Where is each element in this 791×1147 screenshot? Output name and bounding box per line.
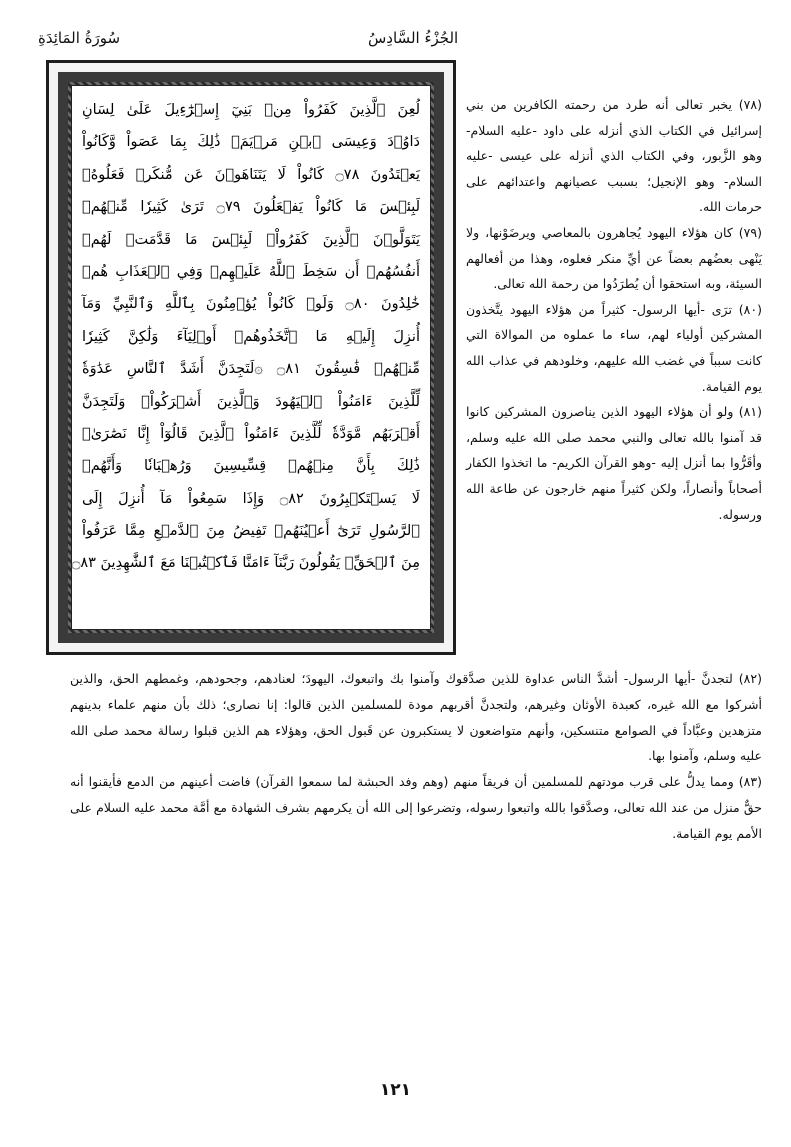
juz-name-header: الجُزْءُ السَّادِسُ (368, 29, 459, 47)
commentary-side-column (466, 92, 762, 527)
quran-line: لَبِئۡسَ مَا كَانُواْ يَفۡعَلُونَ ۝٧٩ تَرَىٰ كَثِيرٗا مِّنۡهُمۡ (82, 199, 420, 216)
quran-line: يَتَوَلَّوۡنَ ٱلَّذِينَ كَفَرُواْۚ لَبِئۡسَ مَا قَدَّمَتۡ لَهُمۡ (82, 231, 420, 248)
quran-line: لُعِنَ ٱلَّذِينَ كَفَرُواْ مِنۢ بَنِيٓ إِسۡرَٰٓءِيلَ عَلَىٰ لِسَانِ (82, 102, 420, 118)
quran-line: أُنزِلَ إِلَيۡهِ مَا ٱتَّخَذُوهُمۡ أَوۡلِيَآءَ وَلَٰكِنَّ كَثِيرٗا (82, 328, 420, 345)
commentary-verse-81: (٨١) ولو أن هؤلاء اليهود الذين يناصرون المشركين كانوا قد آمنوا بالله تعالى والنبي محمد صلى الله عليه وسلم، وأقَرُّوا بما أنزل إليه -وهو القرآن الكريم- ما اتخذوا الكفار أصحاباً وأنصاراً، ولكن كثيراً منهم خارجون عن طاعة الله ورسوله. (466, 404, 762, 522)
quran-line: ذَٰلِكَ بِأَنَّ مِنۡهُمۡ قِسِّيسِينَ وَرُهۡبَانٗا وَأَنَّهُمۡ (82, 458, 420, 475)
quran-line: لَا يَسۡتَكۡبِرُونَ ۝٨٢ وَإِذَا سَمِعُواْ مَآ أُنزِلَ إِلَى (82, 490, 420, 507)
quran-line: خَٰلِدُونَ ۝٨٠ وَلَوۡ كَانُواْ يُؤۡمِنُونَ بِٱللَّهِ وَٱلنَّبِيِّ وَمَآ (82, 296, 420, 313)
commentary-full-width (70, 666, 762, 847)
commentary-verse-82: (٨٢) لتجدنَّ -أيها الرسول- أشدَّ الناس عداوة للذين صدَّقوك وآمنوا بك واتبعوك، اليهودَ؛ لعنادهم، وجحودهم، وغمطهم الحق، والذين أشركوا مع الله غيره، كعبدة الأوثان وغيرهم، ولتجدنَّ أقربهم مودة للمسلمين الذين قالوا: إنا نصارى؛ ذلك بأن منهم علماء بدينهم متزهدين وعبَّاداً في الصوامع متنسكين، وأنهم متواضعون لا يستكبرون عن قَبول الحق، وهؤلاء هم الذين قبلوا رسالة محمد صلى الله عليه وسلم، وآمنوا بها. (70, 671, 762, 764)
quran-line: مِنَ ٱلۡحَقِّۖ يَقُولُونَ رَبَّنَآ ءَامَنَّا فَٱكۡتُبۡنَا مَعَ ٱلشَّٰهِدِينَ ۝٨٣ (71, 555, 420, 572)
quran-line: دَاوُۥدَ وَعِيسَى ٱبۡنِ مَرۡيَمَۚ ذَٰلِكَ بِمَا عَصَواْ وَّكَانُواْ (82, 134, 420, 151)
commentary-verse-83: (٨٣) ومما يدلُّ على قرب مودتهم للمسلمين أن فريقاً منهم (وهم وفد الحبشة لما سمعوا القرآن) فاضت أعينهم من الدمع فأيقنوا أنه حقٌّ منزل من عند الله تعالى، وصدَّقوا بالله واتبعوا رسوله، وتضرعوا إلى الله أن يكرمهم بشرف الشهادة مع أمَّة محمد عليه السلام على الأمم يوم القيامة. (70, 774, 762, 841)
quran-line: ٱلرَّسُولِ تَرَىٰٓ أَعۡيُنَهُمۡ تَفِيضُ مِنَ ٱلدَّمۡعِ مِمَّا عَرَفُواْ (82, 523, 420, 540)
quran-line: أَنفُسُهُمۡ أَن سَخِطَ ٱللَّهُ عَلَيۡهِمۡ وَفِي ٱلۡعَذَابِ هُمۡ (82, 263, 420, 280)
surah-name-header: سُورَةُ المَائِدَةِ (38, 29, 121, 47)
quran-line: أَقۡرَبَهُم مَّوَدَّةٗ لِّلَّذِينَ ءَامَنُواْ ٱلَّذِينَ قَالُوٓاْ إِنَّا نَصَٰرَىٰۚ (82, 425, 420, 442)
quran-text-area (71, 85, 431, 630)
quran-line: مِّنۡهُمۡ فَٰسِقُونَ ۝٨١ ۞لَتَجِدَنَّ أَشَدَّ ٱلنَّاسِ عَدَٰوَةٗ (82, 361, 420, 378)
quran-text-frame (46, 60, 456, 655)
commentary-verse-80: (٨٠) ترَى -أيها الرسول- كثيراً من هؤلاء اليهود يتَّخذون المشركين أولياء لهم، ساء ما عملوه من الموالاة التي كانت سبباً في غضب الله عليهم، وخلودهم في عذاب الله يوم القيامة. (466, 301, 762, 394)
quran-line: يَعۡتَدُونَ ۝٧٨ كَانُواْ لَا يَتَنَاهَوۡنَ عَن مُّنكَرٖ فَعَلُوهُۚ (82, 166, 420, 183)
quran-line: لِّلَّذِينَ ءَامَنُواْ ٱلۡيَهُودَ وَٱلَّذِينَ أَشۡرَكُواْۖ وَلَتَجِدَنَّ (82, 393, 420, 410)
commentary-verse-79: (٧٩) كان هؤلاء اليهود يُجاهرون بالمعاصي ويرضَوْنها، ولا يَنْهى بعضُهم بعضاً عن أيِّ منكر فعلوه، وهذا من أفعالهم السيئة، وبه استحقوا أن يُطرَدُوا من رحمة الله تعالى. (466, 224, 762, 292)
page-number: ١٢١ (379, 1080, 412, 1100)
commentary-verse-78: (٧٨) يخبر تعالى أنه طرد من رحمته الكافرين من بني إسرائيل في الكتاب الذي أنزله على داود -عليه السلام- وهو الزَّبور، وفي الكتاب الذي أنزله على عيسى -عليه السلام- وهو الإنجيل؛ بسبب عصيانهم واعتدائهم على حرمات الله. (466, 97, 762, 215)
